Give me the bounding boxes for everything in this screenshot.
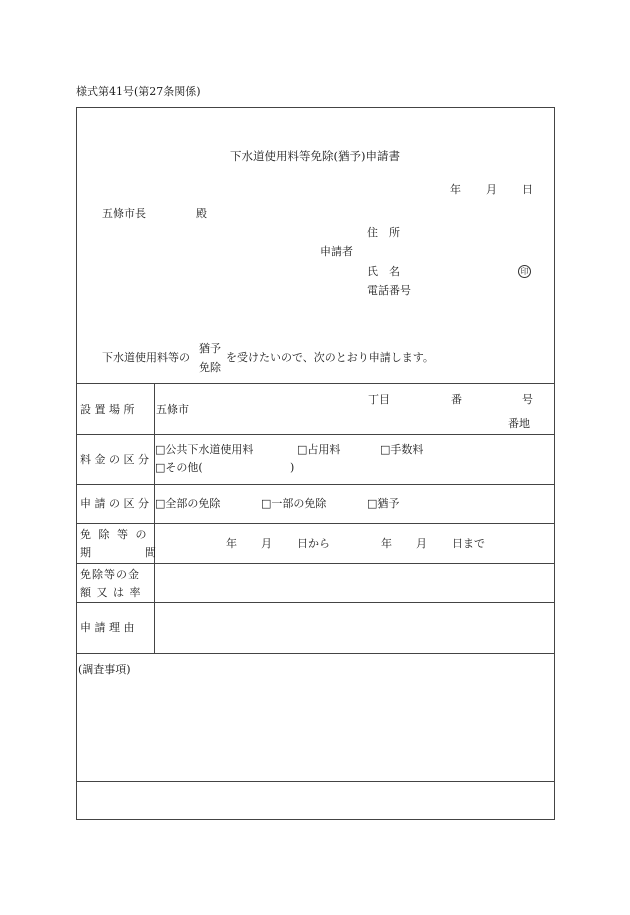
request-option-deferral: 猶予 <box>199 342 221 355</box>
seal-mark: 印 <box>518 265 531 278</box>
label-column-divider <box>154 383 155 653</box>
fee-option-handling[interactable]: □手数料 <box>380 443 424 456</box>
request-category-label: 申 請 の 区 分 <box>80 497 149 510</box>
location-label: 設 置 場 所 <box>80 403 135 416</box>
divider-fee-top <box>76 434 555 435</box>
form-title: 下水道使用料等免除(猶予)申請書 <box>230 149 400 163</box>
reason-label: 申 請 理 由 <box>80 621 135 634</box>
divider-request-top <box>76 484 555 485</box>
location-ban: 番 <box>451 393 462 406</box>
investigation-label: (調査事項) <box>78 663 131 676</box>
location-banchi: 番地 <box>508 417 530 430</box>
request-option-partial-exemption[interactable]: □一部の免除 <box>261 497 327 510</box>
period-from-month: 月 <box>261 537 272 550</box>
addressee-name: 五條市長 <box>102 207 146 220</box>
period-to-year: 年 <box>381 537 392 550</box>
location-city: 五條市 <box>156 403 189 416</box>
period-label-line1: 免 除 等 の <box>80 528 149 541</box>
addressee-honorific: 殿 <box>196 207 207 220</box>
period-label-line2: 期 間 <box>80 546 158 559</box>
divider-reason-top <box>76 602 555 603</box>
amount-label-line2: 額 又 は 率 <box>80 586 142 599</box>
form-number: 様式第41号(第27条関係) <box>76 85 201 98</box>
divider-investigation-top <box>76 653 555 654</box>
applicant-address-label: 住 所 <box>367 226 400 239</box>
location-go: 号 <box>522 393 533 406</box>
fee-option-occupancy[interactable]: □占用料 <box>297 443 341 456</box>
request-sentence-prefix: 下水道使用料等の <box>102 351 190 364</box>
date-day-label: 日 <box>522 183 533 196</box>
request-sentence-suffix: を受けたいので、次のとおり申請します。 <box>226 351 434 364</box>
date-month-label: 月 <box>486 183 497 196</box>
fee-option-public-sewer[interactable]: □公共下水道使用料 <box>155 443 254 456</box>
period-from-day: 日から <box>297 537 330 550</box>
request-option-full-exemption[interactable]: □全部の免除 <box>155 497 221 510</box>
request-option-deferral-check[interactable]: □猶予 <box>367 497 400 510</box>
divider-location-top <box>76 383 555 384</box>
applicant-phone-label: 電話番号 <box>367 284 411 297</box>
divider-amount-top <box>76 563 555 564</box>
divider-period-top <box>76 523 555 524</box>
applicant-name-label: 氏 名 <box>367 265 400 278</box>
fee-option-other[interactable]: □その他( <box>155 461 203 474</box>
fee-category-label: 料 金 の 区 分 <box>80 453 149 466</box>
amount-label-line1: 免除等の金 <box>80 568 140 581</box>
period-to-day: 日まで <box>452 537 485 550</box>
period-from-year: 年 <box>226 537 237 550</box>
location-chome: 丁目 <box>368 393 390 406</box>
divider-bottom-row <box>76 781 555 782</box>
request-option-exemption: 免除 <box>199 361 221 374</box>
fee-option-other-close: ) <box>290 461 295 474</box>
date-year-label: 年 <box>450 183 461 196</box>
period-to-month: 月 <box>416 537 427 550</box>
applicant-label: 申請者 <box>320 245 353 258</box>
